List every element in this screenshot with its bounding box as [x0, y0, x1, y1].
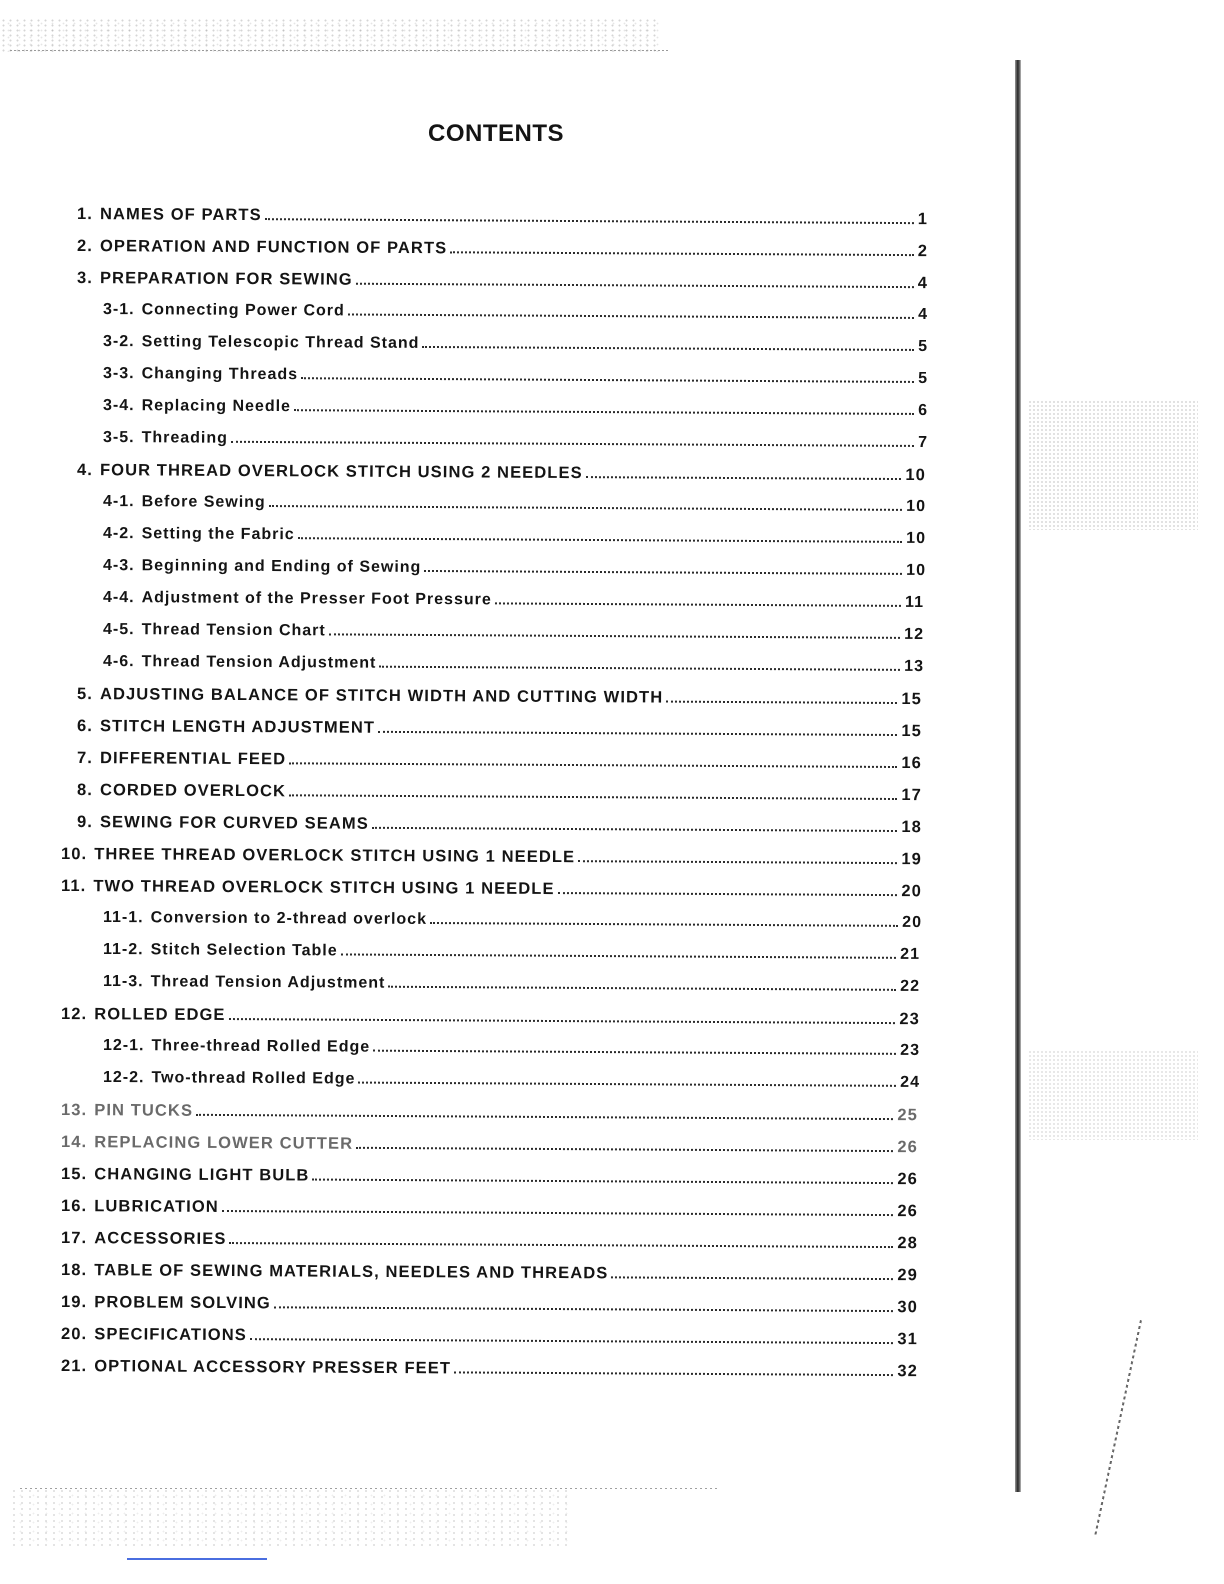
toc-entry [61, 1133, 918, 1162]
toc-entry [61, 877, 922, 906]
toc-entry-page: 26 [897, 1138, 919, 1157]
toc-entry-page: 10 [906, 561, 927, 580]
toc-entry-page: 22 [900, 977, 921, 995]
toc-entry-label: Before Sewing [141, 493, 266, 511]
toc-entry [103, 589, 924, 618]
toc-entry [61, 1357, 918, 1386]
toc-entry-number: 4-2. [102, 525, 135, 543]
toc-entry-number: 3-2. [102, 333, 135, 351]
toc-dot-leader [422, 346, 914, 351]
toc-dot-leader [329, 633, 900, 638]
toc-entry [103, 653, 924, 682]
toc-entry-label: REPLACING LOWER CUTTER [94, 1133, 354, 1153]
toc-dot-leader [229, 1018, 896, 1024]
page-binding-edge [1015, 60, 1021, 1492]
toc-entry-label: Thread Tension Adjustment [150, 973, 386, 992]
toc-entry-label: TWO THREAD OVERLOCK STITCH USING 1 NEEDLE [93, 877, 555, 899]
toc-entry-page: 12 [904, 625, 925, 644]
toc-entry-number: 11. [60, 877, 87, 896]
toc-entry-page: 7 [918, 433, 929, 452]
toc-entry-label: SEWING FOR CURVED SEAMS [99, 813, 369, 833]
toc-entry [77, 717, 922, 746]
toc-entry-number: 4-6. [102, 653, 135, 671]
toc-dot-leader [495, 602, 901, 606]
toc-entry-page: 5 [918, 369, 929, 388]
toc-entry-label: ROLLED EDGE [94, 1005, 226, 1025]
scan-noise-right-lower [1028, 1050, 1198, 1140]
toc-entry-number: 19. [60, 1293, 88, 1312]
toc-entry-label: Changing Threads [141, 365, 299, 384]
toc-entry-number: 3-1. [102, 301, 135, 319]
toc-entry-page: 16 [901, 754, 923, 773]
toc-entry [61, 1197, 918, 1226]
toc-entry-label: Setting Telescopic Thread Stand [141, 333, 420, 352]
toc-dot-leader [454, 1371, 893, 1376]
toc-entry-page: 26 [897, 1202, 919, 1221]
toc-entry [103, 973, 920, 1002]
toc-dot-leader [269, 505, 902, 511]
toc-entry-label: PREPARATION FOR SEWING [99, 269, 353, 289]
toc-dot-leader [578, 860, 897, 864]
toc-dot-leader [378, 731, 897, 736]
toc-entry [103, 557, 926, 586]
toc-entry-number: 7. [76, 749, 94, 768]
toc-dot-leader [298, 537, 903, 543]
toc-entry-number: 5. [76, 685, 94, 704]
toc-entry-page: 13 [904, 657, 925, 676]
scan-noise-right-upper [1028, 400, 1198, 530]
toc-dot-leader [289, 762, 897, 768]
toc-entry-label: DIFFERENTIAL FEED [99, 749, 287, 769]
toc-entry-number: 3-4. [102, 397, 135, 415]
toc-entry-label: CORDED OVERLOCK [99, 781, 287, 801]
toc-entry-page: 23 [900, 1041, 921, 1059]
toc-entry-label: CHANGING LIGHT BULB [94, 1165, 310, 1185]
toc-entry-page: 15 [901, 722, 923, 741]
toc-entry-number: 4-3. [102, 557, 135, 575]
toc-entry [61, 845, 922, 874]
toc-entry-number: 12-1. [102, 1037, 145, 1055]
toc-dot-leader [250, 1338, 894, 1344]
toc-dot-leader [388, 986, 896, 991]
toc-entry-number: 12. [60, 1005, 88, 1024]
toc-entry-label: PIN TUCKS [94, 1101, 194, 1120]
toc-entry [77, 237, 928, 266]
toc-entry-page: 10 [906, 497, 927, 516]
toc-dot-leader [229, 1242, 893, 1248]
toc-entry-page: 24 [900, 1073, 921, 1091]
toc-dot-leader [294, 409, 914, 415]
toc-entry-label: Threading [141, 429, 228, 447]
toc-entry-page: 26 [897, 1170, 919, 1189]
toc-entry [77, 205, 928, 234]
toc-entry-label: Two-thread Rolled Edge [151, 1069, 356, 1088]
toc-entry-label: OPERATION AND FUNCTION OF PARTS [99, 237, 448, 258]
toc-entry [103, 429, 928, 458]
toc-entry-number: 8. [76, 781, 94, 800]
toc-entry-label: TABLE OF SEWING MATERIALS, NEEDLES AND THREADS [94, 1261, 609, 1283]
toc-entry-number: 2. [76, 237, 94, 256]
toc-entry-page: 10 [906, 529, 927, 548]
toc-entry-page: 20 [901, 882, 923, 901]
toc-entry-label: Three-thread Rolled Edge [151, 1037, 371, 1056]
toc-entry-number: 20. [60, 1325, 88, 1344]
toc-dot-leader [289, 794, 897, 800]
toc-entry-number: 12-2. [102, 1069, 145, 1087]
toc-entry-page: 18 [901, 818, 923, 837]
toc-entry-page: 4 [917, 274, 929, 293]
toc-dot-leader [558, 892, 898, 896]
toc-entry-page: 23 [899, 1010, 921, 1029]
toc-entry [61, 1101, 918, 1130]
toc-entry-number: 17. [60, 1229, 88, 1248]
toc-entry [77, 269, 928, 298]
toc-dot-leader [450, 251, 913, 256]
toc-entry-page: 30 [897, 1298, 919, 1317]
toc-entry-number: 11-3. [102, 973, 144, 991]
toc-entry-page: 31 [897, 1330, 919, 1349]
toc-entry-number: 4. [76, 461, 94, 480]
toc-entry-number: 3-5. [102, 429, 135, 447]
toc-entry-label: Setting the Fabric [141, 525, 295, 544]
toc-dot-leader [348, 313, 914, 318]
toc-entry-number: 16. [60, 1197, 88, 1216]
toc-dot-leader [301, 377, 914, 383]
toc-dot-leader [586, 476, 902, 480]
toc-dot-leader [356, 283, 914, 288]
toc-dot-leader [430, 922, 898, 927]
toc-entry-label: Thread Tension Chart [141, 621, 326, 640]
toc-entry [103, 525, 926, 554]
toc-entry-number: 4-1. [102, 493, 135, 511]
toc-entry-page: 10 [905, 466, 927, 485]
toc-entry [103, 397, 928, 426]
toc-entry-number: 9. [76, 813, 94, 832]
toc-entry-page: 29 [897, 1266, 919, 1285]
toc-entry-label: Conversion to 2-thread overlock [150, 909, 428, 928]
toc-entry-label: SPECIFICATIONS [94, 1325, 247, 1345]
toc-entry-label: Stitch Selection Table [150, 941, 338, 960]
toc-entry-page: 25 [897, 1106, 919, 1125]
toc-dot-leader [312, 1179, 893, 1185]
toc-entry-number: 13. [60, 1101, 88, 1120]
toc-dot-leader [666, 701, 897, 704]
toc-entry [77, 749, 922, 778]
page-title: CONTENTS [428, 120, 564, 147]
toc-entry-number: 14. [60, 1133, 88, 1152]
toc-entry [77, 781, 922, 810]
toc-entry-label: Replacing Needle [141, 397, 292, 416]
toc-entry-number: 11-1. [102, 909, 144, 927]
toc-dot-leader [341, 953, 897, 958]
toc-entry-page: 32 [897, 1362, 919, 1381]
toc-entry-number: 6. [76, 717, 94, 736]
toc-entry-label: STITCH LENGTH ADJUSTMENT [99, 717, 376, 737]
toc-entry-page: 5 [918, 337, 929, 356]
toc-entry [103, 1037, 920, 1066]
toc-entry [61, 1261, 918, 1290]
toc-entry-number: 11-2. [102, 941, 144, 959]
toc-dot-leader [379, 666, 900, 671]
toc-entry-number: 4-4. [102, 589, 135, 607]
toc-entry-number: 3-3. [102, 365, 135, 383]
scan-noise-bottom [10, 1488, 570, 1548]
toc-entry-page: 1 [917, 210, 929, 229]
toc-entry [61, 1293, 918, 1322]
toc-dot-leader [356, 1147, 893, 1152]
toc-entry-page: 4 [918, 305, 929, 324]
toc-entry-number: 4-5. [102, 621, 135, 639]
toc-entry-label: Beginning and Ending of Sewing [141, 557, 422, 576]
toc-entry [61, 1229, 918, 1258]
toc-entry-page: 20 [902, 913, 923, 932]
toc-entry-page: 6 [918, 401, 929, 420]
toc-entry [61, 1005, 920, 1034]
toc-entry [61, 1165, 918, 1194]
toc-entry [103, 493, 926, 522]
toc-dot-leader [373, 1050, 896, 1055]
toc-dot-leader [265, 218, 914, 224]
toc-entry-page: 15 [901, 690, 923, 709]
toc-entry [103, 333, 928, 362]
toc-entry [103, 909, 922, 938]
toc-entry [103, 621, 924, 650]
toc-entry [103, 301, 928, 330]
toc-entry-label: ACCESSORIES [94, 1229, 227, 1249]
toc-entry [77, 813, 922, 842]
toc-dot-leader [222, 1210, 894, 1216]
toc-entry-label: Thread Tension Adjustment [141, 653, 377, 672]
toc-entry-page: 2 [917, 242, 929, 261]
toc-entry-label: PROBLEM SOLVING [94, 1293, 271, 1313]
toc-entry-page: 17 [901, 786, 923, 805]
toc-entry-page: 28 [897, 1234, 919, 1253]
toc-entry [103, 1069, 920, 1098]
toc-entry-number: 3. [76, 269, 94, 288]
toc-entry-page: 11 [905, 593, 925, 612]
toc-entry [77, 685, 922, 714]
toc-entry-label: Connecting Power Cord [141, 301, 345, 320]
toc-entry-label: LUBRICATION [94, 1197, 219, 1216]
toc-entry-label: THREE THREAD OVERLOCK STITCH USING 1 NEEDLE [94, 845, 576, 867]
toc-entry-label: NAMES OF PARTS [99, 205, 262, 225]
toc-entry-number: 15. [60, 1165, 88, 1184]
toc-dot-leader [611, 1276, 893, 1280]
toc-entry-label: ADJUSTING BALANCE OF STITCH WIDTH AND CUTTING WIDTH [99, 685, 664, 707]
toc-dot-leader [196, 1114, 893, 1120]
toc-dot-leader [424, 570, 902, 575]
toc-entry [61, 1325, 918, 1354]
toc-dot-leader [231, 441, 914, 447]
toc-entry-label: Adjustment of the Presser Foot Pressure [141, 589, 492, 609]
scan-blue-mark [127, 1558, 267, 1560]
toc-entry-page: 21 [900, 945, 921, 963]
toc-entry-number: 21. [60, 1357, 88, 1376]
toc-dot-leader [274, 1306, 894, 1312]
toc-entry-label: FOUR THREAD OVERLOCK STITCH USING 2 NEEDLES [99, 461, 583, 483]
toc-entry-number: 18. [60, 1261, 88, 1280]
scan-rule-bottom [20, 1488, 720, 1489]
toc-entry [77, 461, 926, 490]
toc-entry [103, 365, 928, 394]
toc-entry-page: 19 [901, 850, 923, 869]
toc-entry-number: 10. [60, 845, 88, 864]
scan-stroke-right [1094, 1320, 1142, 1536]
toc-entry-number: 1. [76, 205, 94, 224]
toc-entry [103, 941, 920, 970]
toc-dot-leader [372, 827, 898, 832]
toc-dot-leader [358, 1082, 896, 1087]
toc-entry-label: OPTIONAL ACCESSORY PRESSER FEET [94, 1357, 452, 1378]
